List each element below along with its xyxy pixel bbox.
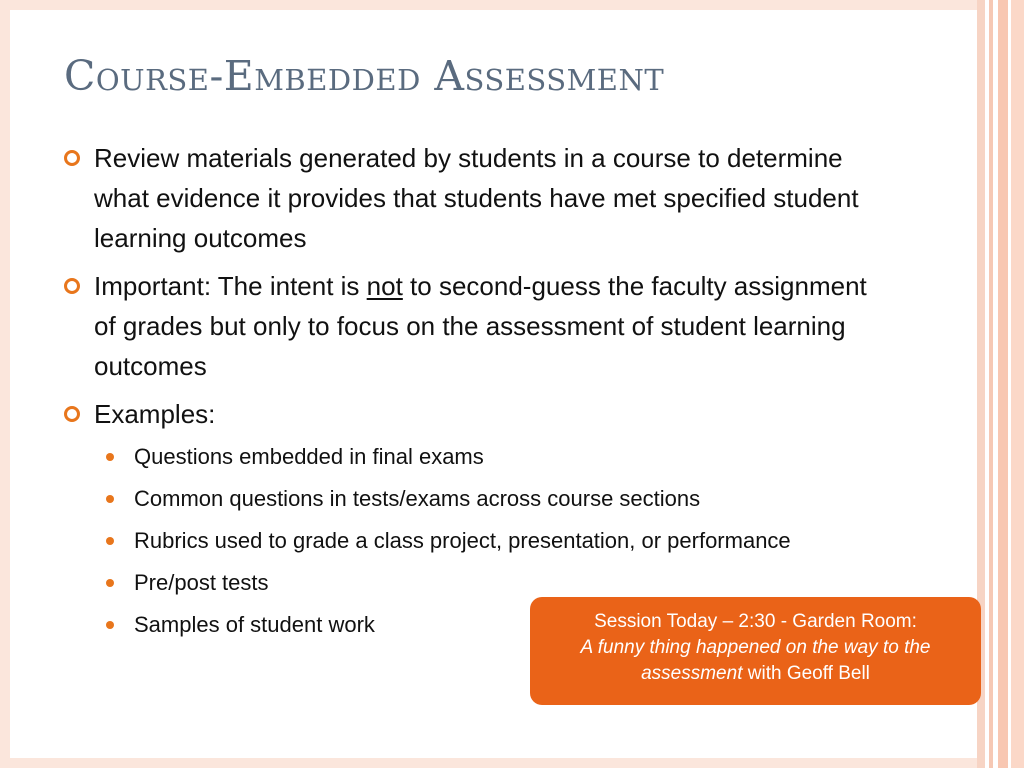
sub-bullet-text: Pre/post tests	[134, 570, 269, 595]
frame-top-border	[0, 0, 977, 10]
slide-title: Course-Embedded Assessment	[64, 52, 665, 100]
filled-dot-icon	[106, 453, 114, 461]
bullet-item	[64, 394, 884, 434]
bullet-text: Review materials generated by students in a course to determine what evidence it provides that students have met specified student learning outcomes	[94, 143, 859, 253]
sub-bullet-item	[64, 482, 884, 516]
bullet-list	[64, 138, 884, 650]
hollow-circle-icon	[64, 150, 80, 166]
callout-line: Session Today – 2:30 - Garden Room:	[594, 611, 917, 632]
filled-dot-icon	[106, 621, 114, 629]
bullet-item	[64, 138, 884, 258]
frame-bottom-border	[0, 758, 977, 768]
filled-dot-icon	[106, 537, 114, 545]
callout-italic-title: A funny thing happened on the way to the assessment	[580, 637, 931, 684]
frame-left-border	[0, 0, 10, 768]
bullet-text-after: to second-guess the faculty assignment of grades but only to focus on the assessment of student learning outcomes	[94, 271, 867, 381]
sub-bullet-item	[64, 566, 884, 600]
sub-bullet-text: Samples of student work	[134, 612, 375, 637]
filled-dot-icon	[106, 495, 114, 503]
emphasis-word: not	[366, 271, 403, 301]
sub-bullet-text: Rubrics used to grade a class project, presentation, or performance	[134, 528, 791, 553]
sub-bullet-text: Common questions in tests/exams across course sections	[134, 486, 701, 511]
bullet-text: Examples:	[94, 399, 216, 429]
bullet-text-before: Important: The intent is	[94, 271, 367, 301]
hollow-circle-icon	[64, 406, 80, 422]
stripe	[1011, 0, 1024, 768]
sub-bullet-text: Questions embedded in final exams	[134, 444, 484, 469]
filled-dot-icon	[106, 579, 114, 587]
callout-title	[530, 635, 981, 687]
sub-bullet-item	[64, 524, 854, 558]
decorative-stripes	[977, 0, 1024, 768]
session-callout	[530, 597, 981, 705]
stripe	[998, 0, 1008, 768]
hollow-circle-icon	[64, 278, 80, 294]
bullet-item	[64, 266, 884, 386]
sub-bullet-item	[64, 440, 884, 474]
callout-presenter: with Geoff Bell	[742, 663, 870, 684]
